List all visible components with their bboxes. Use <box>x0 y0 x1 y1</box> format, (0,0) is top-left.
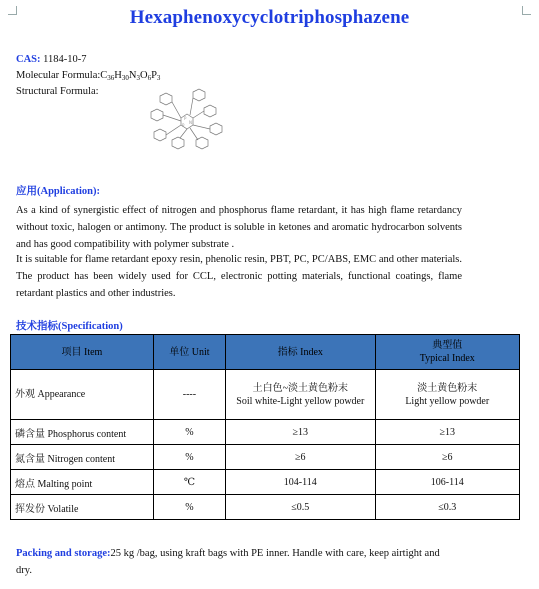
application-heading: 应用(Application): <box>16 186 100 197</box>
table-row <box>11 445 520 470</box>
cell-item: 磷含量 Phosphorus content <box>11 420 154 445</box>
cell-unit: % <box>153 495 225 520</box>
specification-table <box>10 334 520 520</box>
svg-text:P: P <box>182 123 185 128</box>
table-row <box>11 495 520 520</box>
cell-unit: ---- <box>153 370 225 420</box>
table-header-row <box>11 335 520 370</box>
cell-index: ≥13 <box>226 420 375 445</box>
cell-typical: ≥6 <box>375 445 520 470</box>
cell-unit: % <box>153 420 225 445</box>
specification-heading: 技术指标(Specification) <box>16 321 123 332</box>
table-row <box>11 470 520 495</box>
cell-index: 104-114 <box>226 470 375 495</box>
molecular-formula-value: $C_{36}H_{30}N_3O_6P_3$ <box>100 70 161 82</box>
cell-index: ≤0.5 <box>226 495 375 520</box>
cell-item: 熔点 Malting point <box>11 470 154 495</box>
table-row <box>11 420 520 445</box>
document-title: Hexaphenoxycyclotriphosphazene <box>129 7 410 28</box>
cell-unit: % <box>153 445 225 470</box>
cell-unit: ℃ <box>153 470 225 495</box>
svg-text:N: N <box>189 120 192 125</box>
cell-index: ≥6 <box>226 445 375 470</box>
application-paragraph-2: It is suitable for flame retardant epoxy resin, phenolic resin, PBT, PC, PC/ABS, EMC and other materials. The product has been widely used for CCL, electronic potting materials, functional coatings, flame retardant plastics and other industries. <box>16 254 462 299</box>
cas-line <box>16 52 87 67</box>
header-index: 指标 Index <box>226 335 375 370</box>
packing-label: Packing and storage: <box>16 548 111 559</box>
cell-typical: ≤0.3 <box>375 495 520 520</box>
packing-storage <box>16 545 456 579</box>
application-paragraph-1: As a kind of synergistic effect of nitrogen and phosphorus flame retardant, it has high flame retardancy without toxic, halogen or antimony. The product is soluble in ketones and aromatic hydrocarbon solvents and has good compatibility with polymer substrate . <box>16 205 462 250</box>
cell-item: 外观 Appearance <box>11 370 154 420</box>
packing-text: 25 kg /bag, using kraft bags with PE inner. Handle with care, keep airtight and dry. <box>16 548 440 576</box>
cell-typical: 106-114 <box>375 470 520 495</box>
structural-formula-image <box>146 88 228 156</box>
header-typical: 典型值 Typical Index <box>375 335 520 370</box>
svg-text:P: P <box>184 116 187 121</box>
structural-formula-line <box>16 84 99 99</box>
molecular-formula-line <box>16 68 160 83</box>
cell-typical: 淡土黄色粉末 Light yellow powder <box>375 370 520 420</box>
cell-item: 挥发份 Volatile <box>11 495 154 520</box>
cas-label: CAS: <box>16 54 41 65</box>
structural-formula-label: Structural Formula: <box>16 86 99 97</box>
table-row <box>11 370 520 420</box>
cell-item: 氮含量 Nitrogen content <box>11 445 154 470</box>
cas-value: 1184-10-7 <box>40 54 87 65</box>
header-unit: 单位 Unit <box>153 335 225 370</box>
cell-typical: ≥13 <box>375 420 520 445</box>
molecular-formula-label: Molecular Formula: <box>16 70 101 81</box>
header-item: 项目 Item <box>11 335 154 370</box>
cell-index: 土白色~淡土黄色粉末 Soil white-Light yellow powder <box>226 370 375 420</box>
